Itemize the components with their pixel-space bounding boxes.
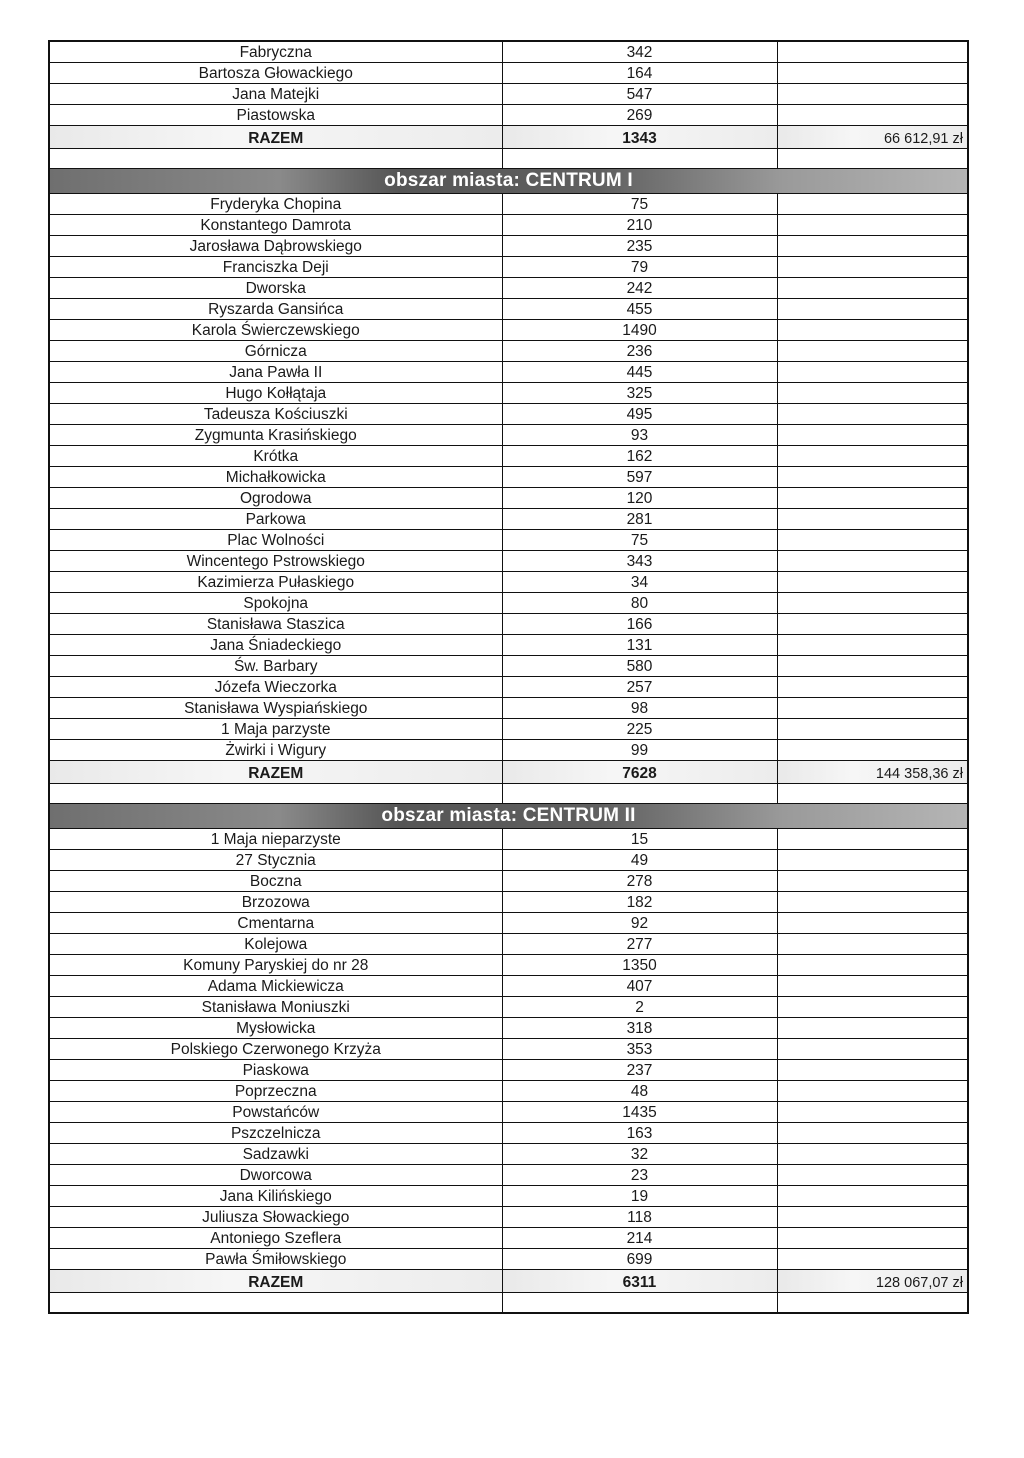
street-value: 325: [502, 383, 777, 404]
table-row: [49, 362, 968, 383]
street-name: Brzozowa: [49, 892, 502, 913]
street-value: 2: [502, 997, 777, 1018]
street-value: 699: [502, 1249, 777, 1270]
street-value: 79: [502, 257, 777, 278]
table-row: [49, 698, 968, 719]
amount-cell: [777, 1165, 968, 1186]
table-row: [49, 194, 968, 215]
street-value: 98: [502, 698, 777, 719]
street-value: 80: [502, 593, 777, 614]
amount-cell: [777, 383, 968, 404]
table-row: [49, 509, 968, 530]
table-row: [49, 1081, 968, 1102]
amount-cell: [777, 829, 968, 850]
street-name: Bartosza Głowackiego: [49, 63, 502, 84]
table-row: [49, 850, 968, 871]
table-row: [49, 656, 968, 677]
spacer-row: [49, 149, 968, 169]
street-value: 257: [502, 677, 777, 698]
street-name: Ryszarda Gansińca: [49, 299, 502, 320]
street-value: 19: [502, 1186, 777, 1207]
total-value: 7628: [502, 761, 777, 784]
table-row: [49, 551, 968, 572]
amount-cell: [777, 1249, 968, 1270]
street-value: 278: [502, 871, 777, 892]
street-name: Michałkowicka: [49, 467, 502, 488]
street-name: Żwirki i Wigury: [49, 740, 502, 761]
amount-cell: [777, 572, 968, 593]
table-row: [49, 892, 968, 913]
street-value: 225: [502, 719, 777, 740]
amount-cell: [777, 425, 968, 446]
table-row: [49, 934, 968, 955]
table-row: [49, 341, 968, 362]
amount-cell: [777, 299, 968, 320]
street-value: 34: [502, 572, 777, 593]
street-name: Ogrodowa: [49, 488, 502, 509]
street-value: 269: [502, 105, 777, 126]
street-value: 131: [502, 635, 777, 656]
street-value: 32: [502, 1144, 777, 1165]
amount-cell: [777, 105, 968, 126]
table-row: [49, 1018, 968, 1039]
street-value: 15: [502, 829, 777, 850]
amount-cell: [777, 593, 968, 614]
street-name: Jana Kilińskiego: [49, 1186, 502, 1207]
amount-cell: [777, 719, 968, 740]
table-row: [49, 257, 968, 278]
street-value: 92: [502, 913, 777, 934]
document-page: [48, 40, 967, 1314]
street-value: 1490: [502, 320, 777, 341]
table-row: [49, 572, 968, 593]
amount-cell: [777, 1228, 968, 1249]
amount-cell: [777, 41, 968, 63]
streets-table-body: [49, 41, 968, 1313]
street-name: Hugo Kołłątaja: [49, 383, 502, 404]
street-value: 242: [502, 278, 777, 299]
street-name: Tadeusza Kościuszki: [49, 404, 502, 425]
amount-cell: [777, 194, 968, 215]
amount-cell: [777, 976, 968, 997]
street-name: Jana Śniadeckiego: [49, 635, 502, 656]
total-row: [49, 126, 968, 149]
street-name: 1 Maja parzyste: [49, 719, 502, 740]
street-name: Fryderyka Chopina: [49, 194, 502, 215]
table-row: [49, 320, 968, 341]
amount-cell: [777, 320, 968, 341]
amount-cell: [777, 871, 968, 892]
amount-cell: [777, 850, 968, 871]
street-name: Krótka: [49, 446, 502, 467]
table-row: [49, 488, 968, 509]
street-value: 547: [502, 84, 777, 105]
amount-cell: [777, 1018, 968, 1039]
table-row: [49, 215, 968, 236]
amount-cell: [777, 551, 968, 572]
street-name: Kolejowa: [49, 934, 502, 955]
total-amount: 128 067,07 zł: [777, 1270, 968, 1293]
spacer-row: [49, 784, 968, 804]
amount-cell: [777, 446, 968, 467]
table-row: [49, 530, 968, 551]
amount-cell: [777, 1102, 968, 1123]
table-row: [49, 997, 968, 1018]
amount-cell: [777, 362, 968, 383]
street-value: 182: [502, 892, 777, 913]
amount-cell: [777, 341, 968, 362]
section-title: obszar miasta: CENTRUM I: [49, 169, 968, 194]
amount-cell: [777, 63, 968, 84]
table-row: [49, 278, 968, 299]
amount-cell: [777, 1081, 968, 1102]
street-value: 1435: [502, 1102, 777, 1123]
street-value: 237: [502, 1060, 777, 1081]
amount-cell: [777, 656, 968, 677]
amount-cell: [777, 740, 968, 761]
table-row: [49, 719, 968, 740]
street-value: 455: [502, 299, 777, 320]
table-row: [49, 1207, 968, 1228]
total-row: [49, 761, 968, 784]
street-name: Juliusza Słowackiego: [49, 1207, 502, 1228]
amount-cell: [777, 257, 968, 278]
amount-cell: [777, 278, 968, 299]
total-amount: 66 612,91 zł: [777, 126, 968, 149]
street-value: 445: [502, 362, 777, 383]
street-value: 162: [502, 446, 777, 467]
street-value: 49: [502, 850, 777, 871]
table-row: [49, 467, 968, 488]
total-value: 6311: [502, 1270, 777, 1293]
street-name: Stanisława Staszica: [49, 614, 502, 635]
total-row: [49, 1270, 968, 1293]
street-value: 214: [502, 1228, 777, 1249]
total-amount: 144 358,36 zł: [777, 761, 968, 784]
amount-cell: [777, 934, 968, 955]
street-name: Św. Barbary: [49, 656, 502, 677]
table-row: [49, 829, 968, 850]
amount-cell: [777, 236, 968, 257]
street-value: 75: [502, 530, 777, 551]
street-name: Dworcowa: [49, 1165, 502, 1186]
table-row: [49, 976, 968, 997]
table-row: [49, 1102, 968, 1123]
table-row: [49, 1144, 968, 1165]
table-row: [49, 41, 968, 63]
table-row: [49, 1060, 968, 1081]
street-name: Adama Mickiewicza: [49, 976, 502, 997]
total-value: 1343: [502, 126, 777, 149]
amount-cell: [777, 404, 968, 425]
street-name: Boczna: [49, 871, 502, 892]
street-value: 48: [502, 1081, 777, 1102]
street-value: 93: [502, 425, 777, 446]
street-name: Sadzawki: [49, 1144, 502, 1165]
amount-cell: [777, 913, 968, 934]
amount-cell: [777, 1123, 968, 1144]
table-row: [49, 677, 968, 698]
total-label: RAZEM: [49, 1270, 502, 1293]
table-row: [49, 635, 968, 656]
street-value: 23: [502, 1165, 777, 1186]
section-header-centrum-1: [49, 169, 968, 194]
street-value: 342: [502, 41, 777, 63]
amount-cell: [777, 488, 968, 509]
street-value: 120: [502, 488, 777, 509]
table-row: [49, 1039, 968, 1060]
street-value: 495: [502, 404, 777, 425]
street-value: 164: [502, 63, 777, 84]
table-row: [49, 236, 968, 257]
street-name: Cmentarna: [49, 913, 502, 934]
street-value: 353: [502, 1039, 777, 1060]
amount-cell: [777, 635, 968, 656]
street-name: Parkowa: [49, 509, 502, 530]
amount-cell: [777, 698, 968, 719]
street-name: Górnicza: [49, 341, 502, 362]
amount-cell: [777, 1144, 968, 1165]
amount-cell: [777, 530, 968, 551]
street-name: 27 Stycznia: [49, 850, 502, 871]
table-row: [49, 404, 968, 425]
street-name: Piaskowa: [49, 1060, 502, 1081]
street-name: Piastowska: [49, 105, 502, 126]
street-value: 318: [502, 1018, 777, 1039]
amount-cell: [777, 84, 968, 105]
table-row: [49, 1186, 968, 1207]
street-name: Franciszka Deji: [49, 257, 502, 278]
street-name: Zygmunta Krasińskiego: [49, 425, 502, 446]
table-row: [49, 84, 968, 105]
street-name: Powstańców: [49, 1102, 502, 1123]
amount-cell: [777, 509, 968, 530]
amount-cell: [777, 614, 968, 635]
street-name: Antoniego Szeflera: [49, 1228, 502, 1249]
table-row: [49, 913, 968, 934]
amount-cell: [777, 1039, 968, 1060]
street-name: Polskiego Czerwonego Krzyża: [49, 1039, 502, 1060]
table-row: [49, 425, 968, 446]
street-value: 99: [502, 740, 777, 761]
street-value: 118: [502, 1207, 777, 1228]
table-row: [49, 1123, 968, 1144]
street-name: Stanisława Moniuszki: [49, 997, 502, 1018]
table-row: [49, 614, 968, 635]
amount-cell: [777, 1207, 968, 1228]
table-row: [49, 1165, 968, 1186]
amount-cell: [777, 892, 968, 913]
amount-cell: [777, 955, 968, 976]
street-value: 580: [502, 656, 777, 677]
street-name: Jarosława Dąbrowskiego: [49, 236, 502, 257]
street-name: Jana Pawła II: [49, 362, 502, 383]
amount-cell: [777, 1060, 968, 1081]
street-name: Mysłowicka: [49, 1018, 502, 1039]
amount-cell: [777, 1186, 968, 1207]
street-name: Fabryczna: [49, 41, 502, 63]
street-value: 210: [502, 215, 777, 236]
street-name: Stanisława Wyspiańskiego: [49, 698, 502, 719]
street-value: 407: [502, 976, 777, 997]
table-row: [49, 299, 968, 320]
street-value: 277: [502, 934, 777, 955]
spacer-row: [49, 1293, 968, 1314]
street-value: 236: [502, 341, 777, 362]
street-name: 1 Maja nieparzyste: [49, 829, 502, 850]
table-row: [49, 446, 968, 467]
amount-cell: [777, 215, 968, 236]
total-label: RAZEM: [49, 761, 502, 784]
street-name: Kazimierza Pułaskiego: [49, 572, 502, 593]
street-name: Komuny Paryskiej do nr 28: [49, 955, 502, 976]
section-header-centrum-2: [49, 804, 968, 829]
street-value: 166: [502, 614, 777, 635]
street-name: Jana Matejki: [49, 84, 502, 105]
table-row: [49, 593, 968, 614]
table-row: [49, 740, 968, 761]
amount-cell: [777, 677, 968, 698]
section-title: obszar miasta: CENTRUM II: [49, 804, 968, 829]
street-value: 235: [502, 236, 777, 257]
street-value: 163: [502, 1123, 777, 1144]
table-row: [49, 1249, 968, 1270]
street-name: Spokojna: [49, 593, 502, 614]
street-value: 281: [502, 509, 777, 530]
street-name: Plac Wolności: [49, 530, 502, 551]
street-name: Wincentego Pstrowskiego: [49, 551, 502, 572]
street-value: 343: [502, 551, 777, 572]
street-value: 1350: [502, 955, 777, 976]
table-row: [49, 955, 968, 976]
table-row: [49, 63, 968, 84]
total-label: RAZEM: [49, 126, 502, 149]
street-value: 597: [502, 467, 777, 488]
amount-cell: [777, 997, 968, 1018]
table-row: [49, 105, 968, 126]
streets-table: [48, 40, 969, 1314]
street-name: Poprzeczna: [49, 1081, 502, 1102]
table-row: [49, 383, 968, 404]
street-name: Karola Świerczewskiego: [49, 320, 502, 341]
street-name: Pszczelnicza: [49, 1123, 502, 1144]
amount-cell: [777, 467, 968, 488]
street-name: Dworska: [49, 278, 502, 299]
street-value: 75: [502, 194, 777, 215]
street-name: Pawła Śmiłowskiego: [49, 1249, 502, 1270]
table-row: [49, 1228, 968, 1249]
street-name: Józefa Wieczorka: [49, 677, 502, 698]
street-name: Konstantego Damrota: [49, 215, 502, 236]
table-row: [49, 871, 968, 892]
